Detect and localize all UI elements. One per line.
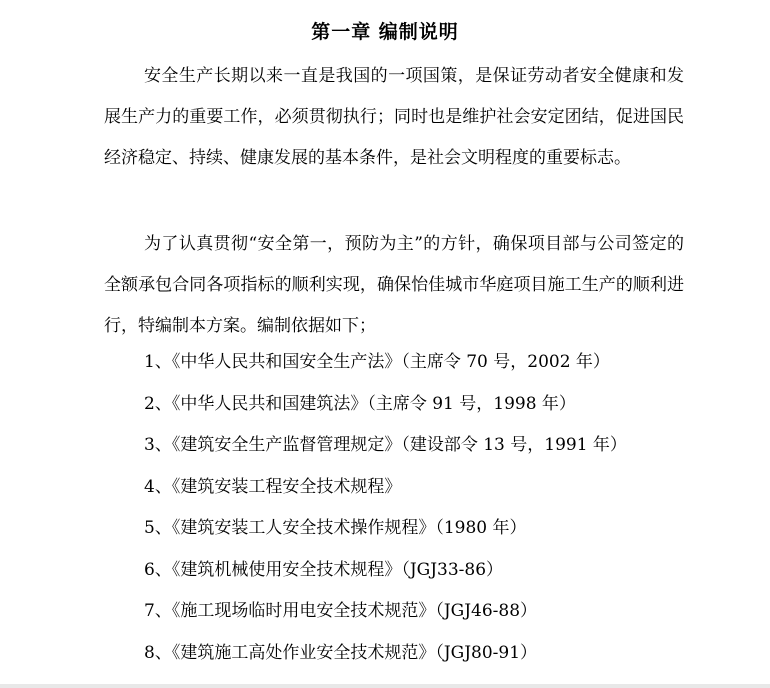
basis-list [144, 342, 627, 674]
chapter-title: 第一章 编制说明 [311, 21, 459, 43]
list-item: 6、《建筑机械使用安全技术规程》（JGJ33-86） [144, 559, 504, 580]
list-item: 8、《建筑施工高处作业安全技术规范》（JGJ80-91） [144, 642, 538, 663]
page-divider [0, 684, 770, 688]
list-item: 3、《建筑安全生产监督管理规定》（建设部令 13 号，1991 年） [144, 435, 627, 455]
list-item: 4、《建筑安装工程安全技术规程》 [144, 476, 402, 497]
intro-paragraph: 安全生产长期以来一直是我国的一项国策，是保证劳动者安全健康和发展生产力的重要工作，必须贯彻执行；同时也是维护社会安定团结，促进国民经济稳定、持续、健康发展的基本条件，是社会文明程度的重要标志。 [104, 66, 684, 168]
list-item: 1、《中华人民共和国安全生产法》（主席令 70 号，2002 年） [144, 352, 610, 372]
list-item: 5、《建筑安装工人安全技术操作规程》（1980 年） [144, 518, 527, 538]
list-item: 2、《中华人民共和国建筑法》（主席令 91 号，1998 年） [144, 393, 576, 414]
list-item: 7、《施工现场临时用电安全技术规范》（JGJ46-88） [144, 601, 538, 621]
purpose-paragraph: 为了认真贯彻“安全第一，预防为主”的方针，确保项目部与公司签定的全额承包合同各项指标的顺利实现，确保怡佳城市华庭项目施工生产的顺利进行，特编制本方案。编制依据如下； [104, 234, 684, 336]
